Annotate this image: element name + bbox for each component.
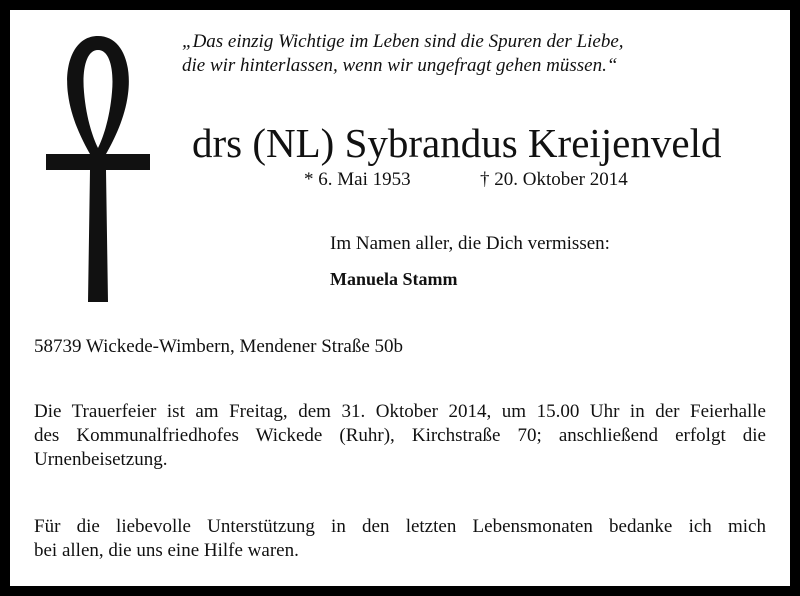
epigraph-quote xyxy=(182,30,624,78)
funeral-line: Die Trauerfeier ist am Freitag, dem 31. Oktober 2014, um 15.00 Uhr in der Feierhalle xyxy=(34,401,766,422)
address: 58739 Wickede-Wimbern, Mendener Straße 50b xyxy=(34,336,404,357)
thanks-line: Für die liebevolle Unterstützung in den letzten Lebensmonaten bedanke ich mich xyxy=(34,516,766,537)
birth-date: * 6. Mai 1953 xyxy=(304,169,411,190)
thanks-note xyxy=(34,515,766,563)
obituary-notice xyxy=(10,10,790,586)
funeral-info xyxy=(34,400,766,472)
quote-line: die wir hinterlassen, wenn wir ungefragt gehen müssen.“ xyxy=(182,55,618,76)
deceased-name: drs (NL) Sybrandus Kreijenveld xyxy=(192,120,722,166)
death-date: † 20. Oktober 2014 xyxy=(480,169,628,190)
quote-line: „Das einzig Wichtige im Leben sind die Spuren der Liebe, xyxy=(182,31,624,52)
funeral-line: Urnenbeisetzung. xyxy=(34,449,168,470)
mourners-intro: Im Namen aller, die Dich vermissen: xyxy=(330,233,610,254)
thanks-line: bei allen, die uns eine Hilfe waren. xyxy=(34,540,299,561)
signer-name: Manuela Stamm xyxy=(330,269,458,289)
funeral-line: des Kommunalfriedhofes Wickede (Ruhr), Kirchstraße 70; anschließend erfolgt die xyxy=(34,425,766,446)
ankh-icon xyxy=(46,36,150,302)
